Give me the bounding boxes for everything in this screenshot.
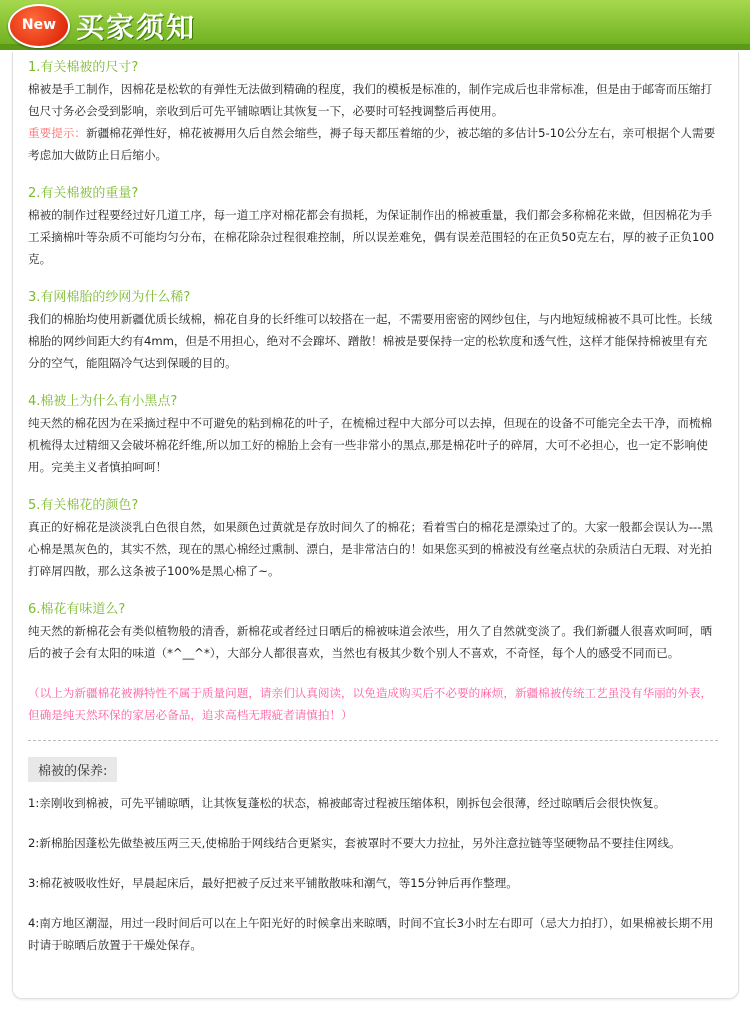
section-heading: 3.有网棉胎的纱网为什么稀? [28, 290, 191, 305]
section-weight [28, 184, 718, 270]
care-section [28, 757, 718, 956]
divider [28, 740, 718, 741]
care-item: 4:南方地区潮湿，用过一段时间后可以在上午阳光好的时候拿出来晾晒，时间不宜长3小时左右即可（忌大力拍打），如果棉被长期不用时请于晾晒后放置于干燥处保存。 [28, 916, 714, 952]
note-text: 新疆棉花弹性好，棉花被褥用久后自然会缩些，褥子每天都压着缩的少，被芯缩的多估计5-10公分左右，亲可根据个人需要考虑加大做防止日后缩小。 [28, 126, 716, 162]
section-body: 棉被的制作过程要经过好几道工序，每一道工序对棉花都会有损耗，为保证制作出的棉被重量，我们都会多称棉花来做，但因棉花为手工采摘棉叶等杂质不可能均匀分布，在棉花除杂过程很难控制，所以误差难免，偶有误差范围轻的在正负50克左右，厚的被子正负100克。 [28, 208, 715, 266]
section-heading: 1.有关棉被的尺寸? [28, 60, 139, 75]
section-body: 我们的棉胎均使用新疆优质长绒棉，棉花自身的长纤维可以较搭在一起，不需要用密密的网纱包住，与内地短绒棉被不具可比性。长绒棉胎的网纱间距大约有4mm，但是不用担心，绝对不会蹿坏、蹭散！棉被是要保持一定的松软度和透气性，这样才能保持棉被里有充分的空气，能阻隔冷气达到保暖的目的。 [28, 312, 713, 370]
section-body: 棉被是手工制作，因棉花是松软的有弹性无法做到精确的程度，我们的模板是标准的，制作完成后也非常标准，但是由于邮寄而压缩打包尺寸务必会受到影响，亲收到后可先平铺晾晒让其恢复一下，必要时可轻拽调整后再使用。 [28, 82, 713, 118]
section-heading: 2.有关棉被的重量? [28, 186, 139, 201]
content [28, 58, 718, 974]
section-heading: 5.有关棉花的颜色? [28, 498, 139, 513]
care-item: 2:新棉胎因蓬松先做垫被压两三天,使棉胎于网线结合更紧实，套被罩时不要大力拉扯，另外注意拉链等坚硬物品不要挂住网线。 [28, 836, 681, 850]
care-title: 棉被的保养: [28, 757, 117, 782]
section-body: 真正的好棉花是淡淡乳白色很自然，如果颜色过黄就是存放时间久了的棉花；看着雪白的棉花是漂染过了的。大家一般都会误认为---黑心棉是黑灰色的，其实不然，现在的黑心棉经过熏制、漂白，是非常洁白的！如果您买到的棉被没有丝毫点状的杂质洁白无瑕、对光拍打碎屑四散，那么这条被子100%是黑心棉了~。 [28, 520, 713, 578]
section-mesh [28, 288, 718, 374]
section-heading: 6.棉花有味道么? [28, 602, 126, 617]
section-size [28, 58, 718, 166]
care-item: 1:亲刚收到棉被，可先平铺晾晒，让其恢复蓬松的状态，棉被邮寄过程被压缩体积，刚拆包会很薄，经过晾晒后会很快恢复。 [28, 796, 666, 810]
section-note [28, 122, 718, 166]
section-smell [28, 600, 718, 664]
header-banner [0, 0, 750, 50]
page-title: 买家须知 [76, 11, 197, 44]
section-body: 纯天然的新棉花会有类似植物般的清香，新棉花或者经过日晒后的棉被味道会浓些，用久了自然就变淡了。我们新疆人很喜欢呵呵，晒后的被子会有太阳的味道（*^__^*），大部分人都很喜欢，当然也有极其少数个别人不喜欢，不奇怪，每个人的感受不同而已。 [28, 624, 713, 660]
new-badge [8, 4, 70, 48]
care-item: 3:棉花被吸收性好，早晨起床后，最好把被子反过来平铺散散味和潮气，等15分钟后再作整理。 [28, 876, 518, 890]
section-color [28, 496, 718, 582]
section-black-dots [28, 392, 718, 478]
new-badge-label: New [21, 17, 57, 33]
important-label: 重要提示： [28, 126, 86, 140]
section-body: 纯天然的棉花因为在采摘过程中不可避免的粘到棉花的叶子，在梳棉过程中大部分可以去掉，但现在的设备不可能完全去干净，而梳棉机梳得太过精细又会破坏棉花纤维,所以加工好的棉胎上会有一些非常小的黑点,那是棉花叶子的碎屑，大可不必担心，也一定不影响使用。完美主义者慎拍呵呵！ [28, 416, 713, 474]
section-heading: 4.棉被上为什么有小黑点? [28, 394, 178, 409]
disclaimer: （以上为新疆棉花被褥特性不属于质量问题，请亲们认真阅读，以免造成购买后不必要的麻烦，新疆棉被传统工艺虽没有华丽的外表，但确是纯天然环保的家居必备品，追求高档无瑕疵者请慎拍！） [28, 686, 713, 722]
